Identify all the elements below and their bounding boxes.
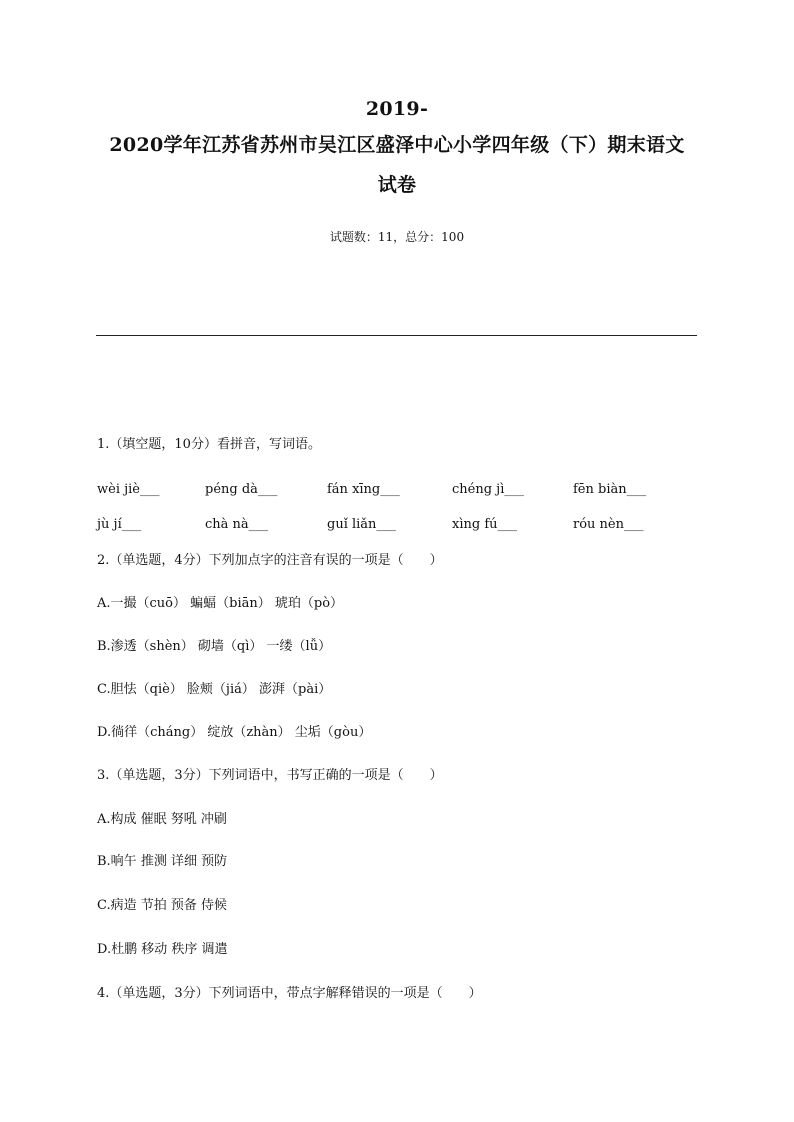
q1-pinyin-item: fēn biàn___	[573, 482, 647, 497]
title-line-1: 2019-	[365, 98, 429, 120]
q1-pinyin-item: chéng jì___	[452, 482, 524, 497]
q2-option-d: D.徜徉（cháng） 绽放（zhàn） 尘垢（gòu）	[97, 725, 372, 740]
q4-stem: 4.（单选题，3分）下列词语中，带点字解释错误的一项是（ ）	[97, 986, 482, 1001]
q2-stem: 2.（单选题，4分）下列加点字的注音有误的一项是（ ）	[97, 553, 443, 568]
title-line-2: 2020学年江苏省苏州市吴江区盛泽中心小学四年级（下）期末语文	[109, 134, 685, 156]
q1-pinyin-item: chà nà___	[205, 517, 269, 532]
q3-option-a: A.构成 催眠 努吼 冲刷	[97, 812, 227, 827]
title-line-3: 试卷	[377, 174, 417, 196]
q3-stem: 3.（单选题，3分）下列词语中，书写正确的一项是（ ）	[97, 768, 443, 783]
q2-option-c: C.胆怯（qiè） 脸颊（jiá） 澎湃（pài）	[97, 682, 332, 697]
q1-pinyin-item: péng dà___	[205, 482, 278, 497]
q1-pinyin-item: wèi jiè___	[97, 482, 160, 497]
q2-option-a: A.一撮（cuō） 蝙蝠（biān） 琥珀（pò）	[97, 596, 344, 611]
q2-option-b: B.渗透（shèn） 砌墙（qì） 一缕（lǚ）	[97, 639, 332, 654]
q1-pinyin-item: róu nèn___	[573, 517, 644, 532]
q1-pinyin-item: fán xīng___	[327, 482, 400, 497]
q3-option-c: C.病造 节拍 预备 侍候	[97, 898, 228, 913]
q1-pinyin-item: guǐ liǎn___	[327, 517, 396, 532]
q3-option-b: B.响午 推测 详细 预防	[97, 854, 228, 869]
q1-pinyin-item: jù jí___	[97, 517, 142, 532]
q3-option-d: D.杜鹏 移动 秩序 调遣	[97, 942, 228, 957]
divider	[96, 335, 697, 336]
q1-stem: 1.（填空题，10分）看拼音，写词语。	[97, 437, 321, 452]
exam-meta: 试题数：11，总分：100	[329, 230, 465, 244]
q1-pinyin-item: xìng fú___	[452, 517, 517, 532]
